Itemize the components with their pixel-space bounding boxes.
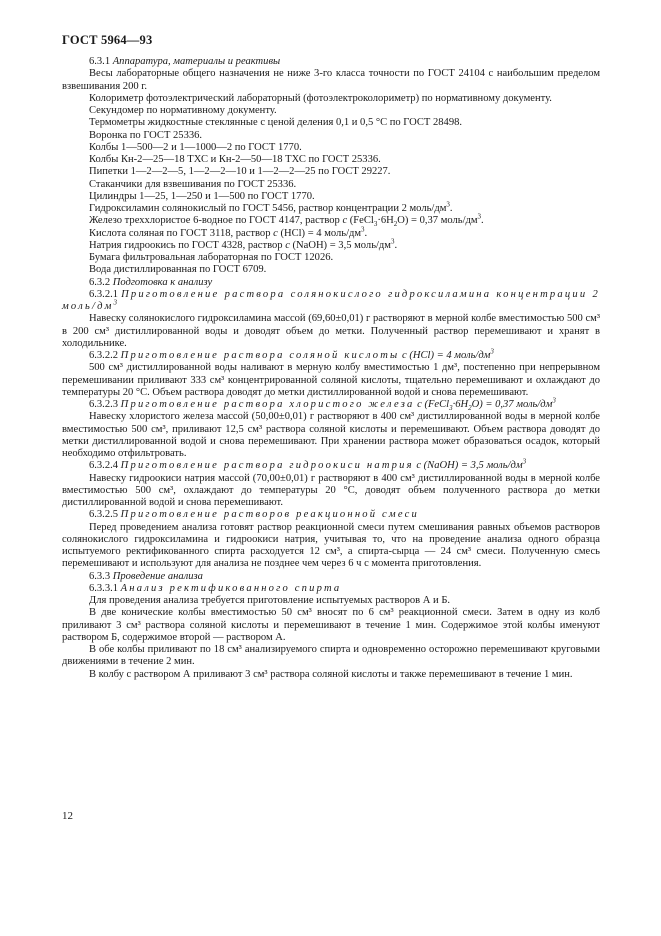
list-item: Железо треххлористое 6-водное по ГОСТ 4147, раствор c $(FeCl_3\cdot 6H_2O) = 0,37$ моль/$дм^3$. — [89, 212, 484, 229]
list-item: Термометры жидкостные стеклянные с ценой деления 0,1 и 0,5 °С по ГОСТ 28498. — [89, 117, 463, 129]
list-item: Воронка по ГОСТ 25336. — [89, 129, 203, 141]
paragraph: В обе колбы приливают по 18 см³ анализируемого спирта и одновременно осторожно перемешивают круговыми движениями в течение 2 мин. — [62, 644, 600, 668]
paragraph: 500 см³ дистиллированной воды наливают в мерную колбу вместимостью 1 дм³, постепенно при непрерывном перемешивании приливают 333 см³ концентрированной соляной кислоты, тщательно перемешивают и охлаждают до температуры 20 °С. Объем раствора доводят до метки дистиллированной водой и снова перемешивают. — [62, 362, 600, 398]
list-item: Вода дистиллированная по ГОСТ 6709. — [89, 264, 267, 276]
paragraph: Навеску солянокислого гидроксиламина массой (69,60±0,01) г растворяют в мерной колбе вместимостью 500 см³ в 200 см³ дистиллированной воды и доводят объем до метки. Полученный раствор перемешивают и хранят в холодильнике. — [62, 313, 600, 349]
list-item: Натрия гидроокись по ГОСТ 4328, раствор c (NaOH) = 3,5 моль/$дм^3$. — [89, 237, 398, 251]
document-header: ГОСТ 5964—93 — [62, 33, 153, 47]
section-heading-6-3-2-1: 6.3.2.1 Приготовление раствора солянокислого гидроксиламина концентрации 2 моль/$дм^3$ — [62, 288, 601, 312]
section-heading-6-3-2-5: 6.3.2.5 Приготовление растворов реакционной смеси — [89, 509, 419, 521]
list-item: Кислота соляная по ГОСТ 3118, раствор c (HCl) = 4 моль/$дм^3$. — [89, 224, 368, 239]
section-heading-6-3-2: 6.3.2 Подготовка к анализу — [89, 276, 213, 288]
list-item: Колбы Кн-2—25—18 ТХС и Кн-2—50—18 ТХС по ГОСТ 25336. — [89, 154, 381, 165]
section-heading-6-3-2-2: 6.3.2.2 Приготовление раствора соляной кислоты с (НСl) = 4 моль/$дм^3$ — [89, 347, 494, 361]
section-heading-6-3-3: 6.3.3 Проведение анализа — [89, 570, 203, 582]
paragraph: Навеску хлористого железа массой (50,00±0,01) г растворяют в 400 см³ дистиллированной воды в мерной колбе вместимостью 500 см³, приливают 12,5 см³ раствора соляной кислоты и перемешивают. Объем раствора доводят до метки дистиллированной водой и снова перемешивают. При хранении раствора может образоваться осадок, который необходимо отфильтровать. — [62, 411, 600, 459]
paragraph: Для проведения анализа требуется приготовление испытуемых растворов А и Б. — [89, 595, 451, 606]
paragraph: В две конические колбы вместимостью 50 см³ вносят по 6 см³ реакционной смеси. Затем в одну из колб приливают 3 см³ раствора соляной кислоты и перемешивают в течение 1 мин. Содержимое этой колбы именуют раствором Б, содержимое второй — раствором А. — [62, 607, 600, 643]
page-number: 12 — [62, 810, 73, 822]
section-heading-6-3-1: 6.3.1 Аппаратура, материалы и реактивы — [89, 56, 281, 67]
paragraph: Весы лабораторные общего назначения не ниже 3-го класса точности по ГОСТ 24104 с наибольшим пределом взвешивания 200 г. — [62, 68, 600, 92]
list-item: Стаканчики для взвешивания по ГОСТ 25336. — [89, 178, 297, 190]
paragraph: Колориметр фотоэлектрический лабораторный (фотоэлектроколориметр) по нормативному документу. — [89, 92, 552, 104]
section-heading-6-3-2-3: 6.3.2.3 Приготовление раствора хлористого железа с $(FeCl_3\cdot 6H_2O) = 0,37$ моль/$дм^3$ — [89, 396, 556, 413]
section-heading-6-3-3-1: 6.3.3.1 Анализ ректификованного спирта — [89, 582, 342, 594]
document-body — [62, 56, 600, 681]
paragraph: Навеску гидроокиси натрия массой (70,00±0,01) г растворяют в 400 см³ дистиллированной воды в мерной колбе вместимостью 500 см³, охлаждают до температуры 20 °С, доводят объем полученного раствора до метки дистиллированной водой и снова перемешивают. — [62, 472, 600, 508]
list-item: Цилиндры 1—25, 1—250 и 1—500 по ГОСТ 1770. — [89, 190, 315, 202]
list-item: Гидроксиламин солянокислый по ГОСТ 5456, раствор концентрации 2 моль/$дм^3$. — [89, 200, 453, 214]
list-item: Пипетки 1—2—2—5, 1—2—2—10 и 1—2—2—25 по ГОСТ 29227. — [89, 166, 391, 178]
list-item: Колбы 1—500—2 и 1—1000—2 по ГОСТ 1770. — [89, 141, 302, 153]
list-item: Секундомер по нормативному документу. — [89, 105, 277, 116]
paragraph: Перед проведением анализа готовят раствор реакционной смеси путем смешивания равных объемов растворов солянокислого гидроксиламина и гидроокиси натрия, учитывая то, что на проведение анализа одного образца испытуемого ректификованного спирта расходуется 12 см³, а спирта-сырца — 24 см³ смеси. Полученную смесь перемешивают и используют для анализа не позднее чем через 6 ч с момента приготовления. — [62, 521, 600, 570]
paragraph: В колбу с раствором А приливают 3 см³ раствора соляной кислоты и также перемешивают в течение 1 мин. — [89, 668, 573, 680]
section-heading-6-3-2-4: 6.3.2.4 Приготовление раствора гидроокиси натрия с (NaOH) = 3,5 моль/$дм^3$ — [89, 457, 527, 472]
list-item: Бумага фильтровальная лабораторная по ГОСТ 12026. — [89, 252, 334, 263]
